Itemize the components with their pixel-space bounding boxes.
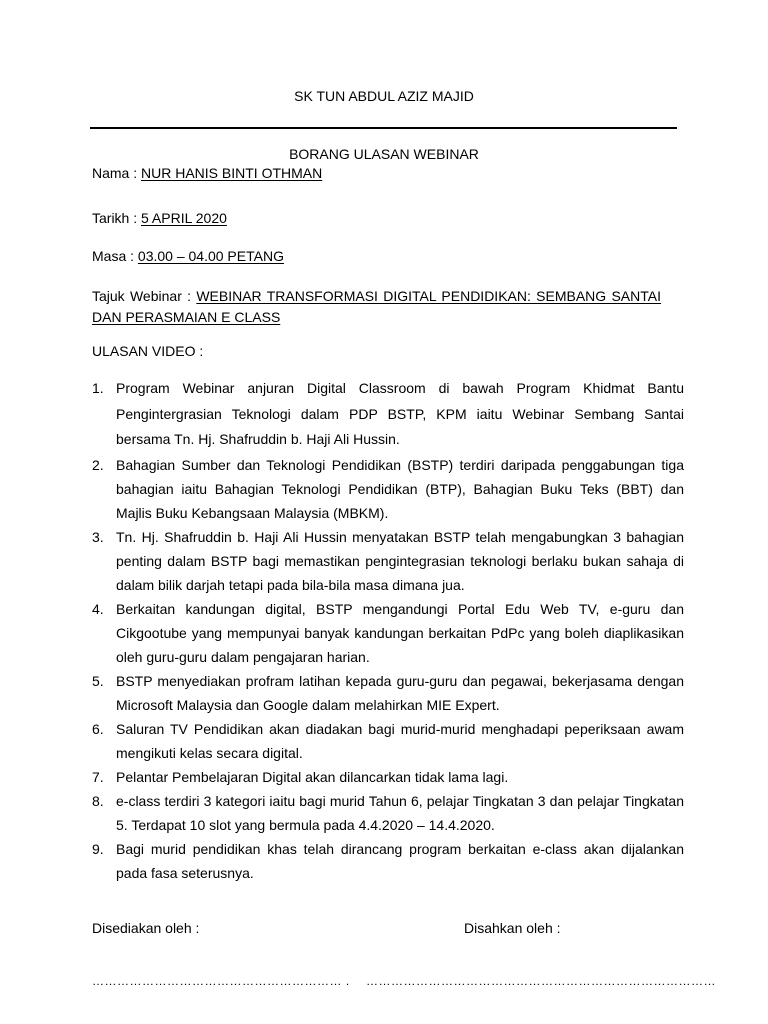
item-text: Program Webinar anjuran Digital Classroom di bawah Program Khidmat Bantu Pengintergrasian Teknologi dalam PDP BSTP, KPM iaitu Webinar Sembang Santai bersama Tn. Hj. Shafruddin b. Haji Ali Hussin.	[116, 380, 684, 447]
nama-value: NUR HANIS BINTI OTHMAN	[141, 165, 323, 181]
review-list	[92, 376, 684, 885]
approved-signature-line: …………………………………………………………………………	[366, 974, 716, 988]
header-divider	[90, 127, 677, 129]
item-number: 3.	[92, 528, 104, 545]
prepared-signature-line: …………………………………………………… .	[92, 974, 350, 988]
item-text: Berkaitan kandungan digital, BSTP mengandungi Portal Edu Web TV, e-guru dan Cikgootube yang mempunyai banyak kandungan berkaitan PdPc yang boleh diaplikasikan oleh guru-guru dalam pengajaran harian.	[116, 600, 684, 665]
list-item	[92, 525, 684, 597]
item-number: 9.	[92, 840, 104, 857]
prepared-by-label: Disediakan oleh :	[92, 920, 200, 936]
form-title: BORANG ULASAN WEBINAR	[289, 146, 479, 162]
tajuk-label: Tajuk Webinar :	[92, 288, 197, 304]
tarikh-field	[92, 210, 227, 226]
masa-value: 03.00 – 04.00 PETANG	[137, 248, 284, 264]
item-number: 2.	[92, 456, 104, 473]
item-number: 8.	[92, 792, 104, 809]
item-text: Bahagian Sumber dan Teknologi Pendidikan (BSTP) terdiri daripada penggabungan tiga bahagian iaitu Bahagian Teknologi Pendidikan (BTP), Bahagian Buku Teks (BBT) dan Majlis Buku Kebangsaan Malaysia (MBKM).	[116, 456, 684, 521]
list-item	[92, 669, 684, 717]
item-number: 1.	[92, 380, 104, 396]
item-number: 5.	[92, 672, 104, 689]
item-number: 6.	[92, 720, 104, 737]
item-text: e-class terdiri 3 kategori iaitu bagi murid Tahun 6, pelajar Tingkatan 3 dan pelajar Tingkatan 5. Terdapat 10 slot yang bermula pada 4.4.2020 – 14.4.2020.	[116, 792, 684, 833]
item-text: Tn. Hj. Shafruddin b. Haji Ali Hussin menyatakan BSTP telah mengabungkan 3 bahagian penting dalam BSTP bagi memastikan pengintegrasian teknologi berlaku bukan sahaja di dalam bilik darjah tetapi pada bila-bila masa dimana jua.	[116, 528, 684, 593]
nama-field	[92, 165, 322, 181]
tajuk-field	[92, 286, 661, 328]
list-item	[92, 765, 684, 789]
item-number: 7.	[92, 768, 104, 785]
tarikh-value: 5 APRIL 2020	[141, 210, 227, 226]
nama-label: Nama :	[92, 165, 142, 181]
list-item	[92, 789, 684, 837]
item-text: Saluran TV Pendidikan akan diadakan bagi murid-murid menghadapi peperiksaan awam mengikuti kelas secara digital.	[116, 720, 684, 761]
list-item	[92, 597, 684, 669]
list-item	[92, 717, 684, 765]
masa-field	[92, 248, 284, 264]
list-item	[92, 453, 684, 525]
masa-label: Masa :	[92, 248, 138, 264]
list-item	[92, 837, 684, 885]
item-text: BSTP menyediakan profram latihan kepada guru-guru dan pegawai, bekerjasama dengan Microsoft Malaysia dan Google dalam melahirkan MIE Expert.	[116, 672, 684, 713]
tarikh-label: Tarikh :	[92, 210, 142, 226]
list-item	[92, 376, 684, 453]
school-name: SK TUN ABDUL AZIZ MAJID	[294, 88, 474, 104]
approved-by-label: Disahkan oleh :	[464, 920, 561, 936]
review-heading: ULASAN VIDEO :	[92, 343, 204, 359]
tajuk-value: WEBINAR TRANSFORMASI DIGITAL PENDIDIKAN: SEMBANG SANTAI DAN PERASMAIAN E CLASS	[92, 288, 661, 325]
item-text: Bagi murid pendidikan khas telah dirancang program berkaitan e-class akan dijalankan pada fasa seterusnya.	[116, 840, 684, 881]
item-number: 4.	[92, 600, 104, 617]
item-text: Pelantar Pembelajaran Digital akan dilancarkan tidak lama lagi.	[116, 768, 509, 785]
